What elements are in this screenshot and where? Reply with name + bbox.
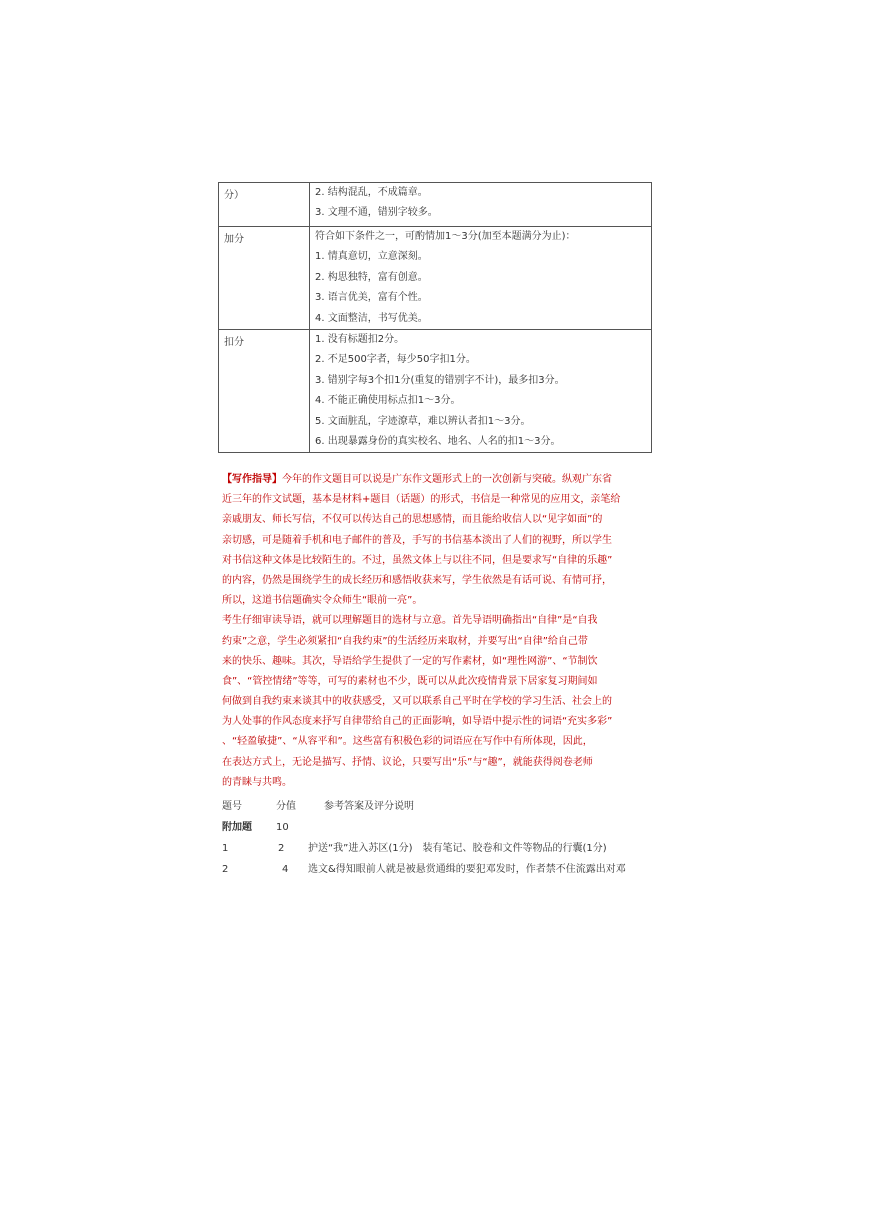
table-row — [219, 183, 652, 227]
guidance-line: 食”、“管控情绪”等等，可写的素材也不少，既可以从此次疫情背景下居家复习期间如 — [222, 675, 598, 687]
question-answer: 护送“我”进入苏区(1分) 装有笔记、胶卷和文件等物品的行囊(1分) — [308, 843, 607, 854]
guidance-line: 的青睐与共鸣。 — [222, 776, 292, 788]
guidance-line: 亲戚朋友、师长写信，不仅可以传达自己的思想感情，而且能给收信人以“见字如面”的 — [222, 514, 603, 526]
guidance-line: 为人处事的作风态度来抒写自律带给自己的正面影响，如导语中提示性的词语“充实多彩” — [222, 716, 613, 728]
guidance-line: 对书信这种文体是比较陌生的。不过，虽然文体上与以往不同，但是要求写“自律的乐趣” — [222, 554, 613, 566]
guidance-line: 约束”之意，学生必须紧扣“自我约束”的生活经历来取材，并要写出“自律”给自己带 — [222, 635, 588, 647]
criterion-line: 5. 文面脏乱，字迹潦草，难以辨认者扣1～3分。 — [315, 415, 531, 427]
guidance-line: 、“轻盈敏捷”、“从容平和”。这些富有积极色彩的词语应在写作中有所体现，因此， — [222, 736, 593, 748]
row-label: 扣分 — [219, 329, 310, 452]
guidance-line: 何做到自我约束来谈其中的收获感受，又可以联系自己平时在学校的学习生活、社会上的 — [222, 696, 612, 708]
question-answer: 选文&得知眼前人就是被悬赏通缉的要犯邓发时，作者禁不住流露出对邓 — [308, 864, 626, 875]
answer-key — [222, 796, 662, 880]
writing-guidance — [222, 470, 652, 793]
row-label: 分） — [219, 183, 310, 227]
guidance-text: 今年的作文题目可以说是广东作文题形式上的一次创新与突破。纵观广东省 — [282, 474, 612, 485]
bonus-row — [222, 817, 662, 838]
bonus-label: 附加题 — [222, 822, 252, 833]
bonus-score: 10 — [276, 822, 289, 833]
row-content — [310, 329, 652, 452]
guidance-line: 来的快乐、趣味。其次，导语给学生提供了一定的写作素材，如“理性网游”、“节制饮 — [222, 655, 598, 667]
question-number: 2 — [222, 864, 229, 875]
criterion-line: 1. 情真意切，立意深刻。 — [315, 251, 428, 263]
criterion-line: 符合如下条件之一，可酌情加1～3分(加至本题满分为止)： — [315, 231, 576, 242]
criterion-line: 2. 不足500字者，每少50字扣1分。 — [315, 354, 476, 366]
table-row — [219, 227, 652, 330]
criterion-line: 3. 文理不通，错别字较多。 — [315, 207, 438, 219]
criterion-line: 4. 文面整洁，书写优美。 — [315, 312, 428, 324]
row-content — [310, 227, 652, 330]
header-number: 题号 — [222, 801, 242, 812]
criterion-line: 2. 构思独特，富有创意。 — [315, 271, 428, 283]
guidance-line: 在表达方式上，无论是描写、抒情、议论，只要写出“乐”与“趣”，就能获得阅卷老师 — [222, 756, 593, 768]
criterion-line: 6. 出现暴露身份的真实校名、地名、人名的扣1～3分。 — [315, 435, 561, 447]
table-row — [219, 329, 652, 452]
guidance-line: 的内容，仍然是围绕学生的成长经历和感悟收获来写，学生依然是有话可说、有情可抒， — [222, 574, 612, 586]
criterion-line: 2. 结构混乱，不成篇章。 — [315, 187, 428, 198]
answer-row — [222, 859, 662, 880]
criterion-line: 3. 语言优美，富有个性。 — [315, 292, 428, 304]
criterion-line: 4. 不能正确使用标点扣1～3分。 — [315, 395, 461, 407]
question-score: 2 — [278, 843, 285, 854]
guidance-line: 亲切感，可是随着手机和电子邮件的普及，手写的书信基本淡出了人们的视野，所以学生 — [222, 534, 612, 546]
guidance-line: 所以，这道书信题确实令众师生“眼前一亮”。 — [222, 595, 423, 607]
question-score: 4 — [282, 864, 289, 875]
criterion-line: 3. 错别字每3个扣1分(重复的错别字不计)，最多扣3分。 — [315, 374, 565, 386]
row-label: 加分 — [219, 227, 310, 330]
scoring-table — [218, 182, 652, 453]
question-number: 1 — [222, 843, 229, 854]
criterion-line: 1. 没有标题扣2分。 — [315, 333, 405, 345]
answer-key-header — [222, 796, 662, 817]
guidance-line: 近三年的作文试题，基本是材料+题目（话题）的形式，书信是一种常见的应用文，亲笔给 — [222, 494, 621, 506]
row-content — [310, 183, 652, 227]
guidance-line: 考生仔细审读导语，就可以理解题目的选材与立意。首先导语明确指出“自律”是“自我 — [222, 615, 598, 627]
answer-row — [222, 838, 662, 859]
header-answer: 参考答案及评分说明 — [324, 801, 414, 812]
header-score: 分值 — [276, 801, 296, 812]
guidance-tag: 【写作指导】 — [222, 474, 282, 485]
guidance-line — [222, 470, 652, 490]
